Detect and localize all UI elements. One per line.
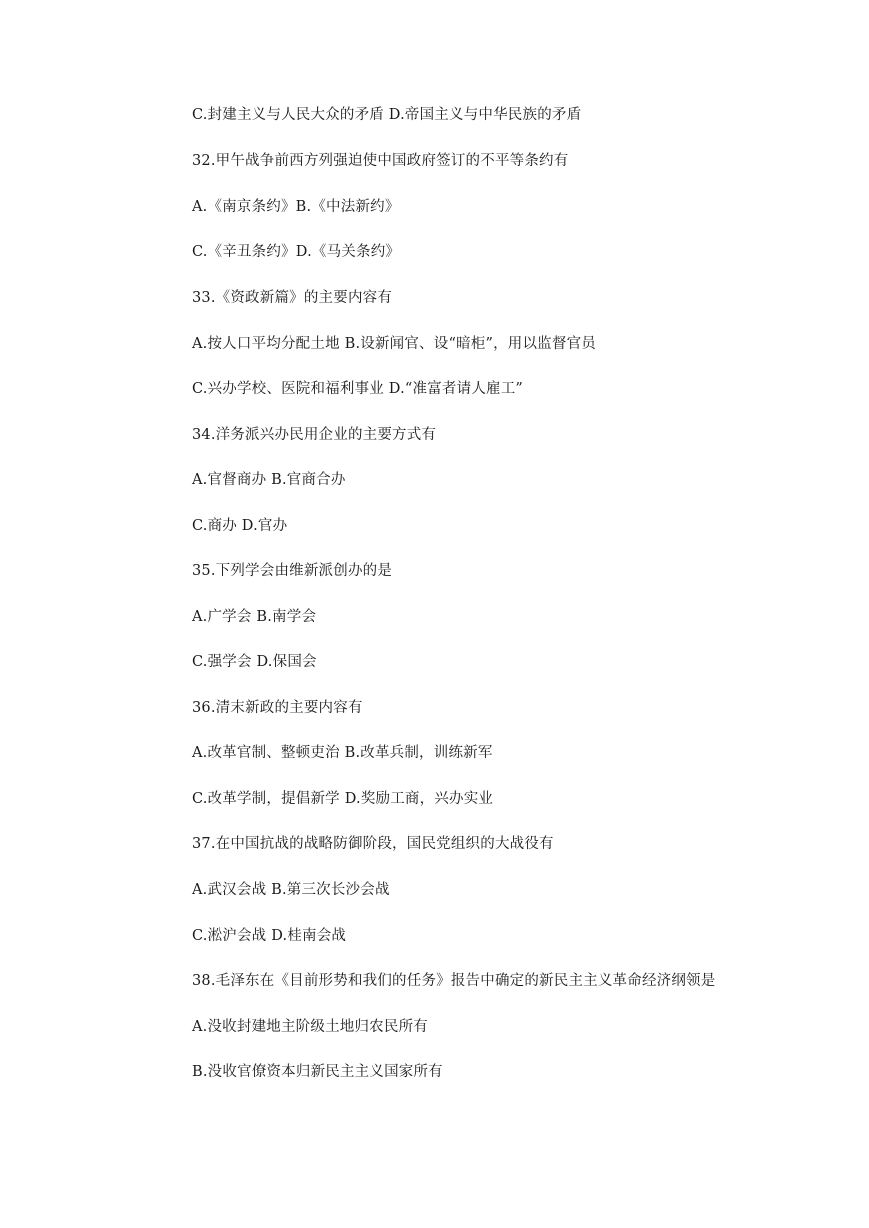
- option-line-31-cd: C.封建主义与人民大众的矛盾 D.帝国主义与中华民族的矛盾: [192, 107, 582, 123]
- question-35: 35.下列学会由维新派创办的是: [192, 563, 393, 579]
- option-line-34-ab: A.官督商办 B.官商合办: [192, 472, 346, 488]
- option-line-35-cd: C.强学会 D.保国会: [192, 654, 317, 670]
- question-36: 36.清末新政的主要内容有: [192, 700, 363, 716]
- option-line-37-ab: A.武汉会战 B.第三次长沙会战: [192, 882, 390, 898]
- option-line-36-ab: A.改革官制、整顿吏治 B.改革兵制，训练新军: [192, 745, 493, 761]
- question-34: 34.洋务派兴办民用企业的主要方式有: [192, 427, 437, 443]
- option-line-38-a: A.没收封建地主阶级土地归农民所有: [192, 1019, 428, 1035]
- question-32: 32.甲午战争前西方列强迫使中国政府签订的不平等条约有: [192, 153, 569, 169]
- question-38: 38.毛泽东在《目前形势和我们的任务》报告中确定的新民主主义革命经济纲领是: [192, 973, 716, 989]
- option-line-37-cd: C.淞沪会战 D.桂南会战: [192, 928, 347, 944]
- option-line-36-cd: C.改革学制，提倡新学 D.奖励工商，兴办实业: [192, 791, 494, 807]
- option-line-33-ab: A.按人口平均分配土地 B.设新闻官、设“暗柜”，用以监督官员: [192, 336, 596, 352]
- question-37: 37.在中国抗战的战略防御阶段，国民党组织的大战役有: [192, 836, 554, 852]
- question-33: 33.《资政新篇》的主要内容有: [192, 290, 393, 306]
- option-line-32-ab: A.《南京条约》B.《中法新约》: [192, 199, 400, 215]
- option-line-38-b: B.没收官僚资本归新民主主义国家所有: [192, 1064, 443, 1080]
- option-line-35-ab: A.广学会 B.南学会: [192, 609, 317, 625]
- option-line-34-cd: C.商办 D.官办: [192, 518, 288, 534]
- option-line-32-cd: C.《辛丑条约》D.《马关条约》: [192, 244, 401, 260]
- option-line-33-cd: C.兴办学校、医院和福利事业 D.“准富者请人雇工”: [192, 381, 524, 397]
